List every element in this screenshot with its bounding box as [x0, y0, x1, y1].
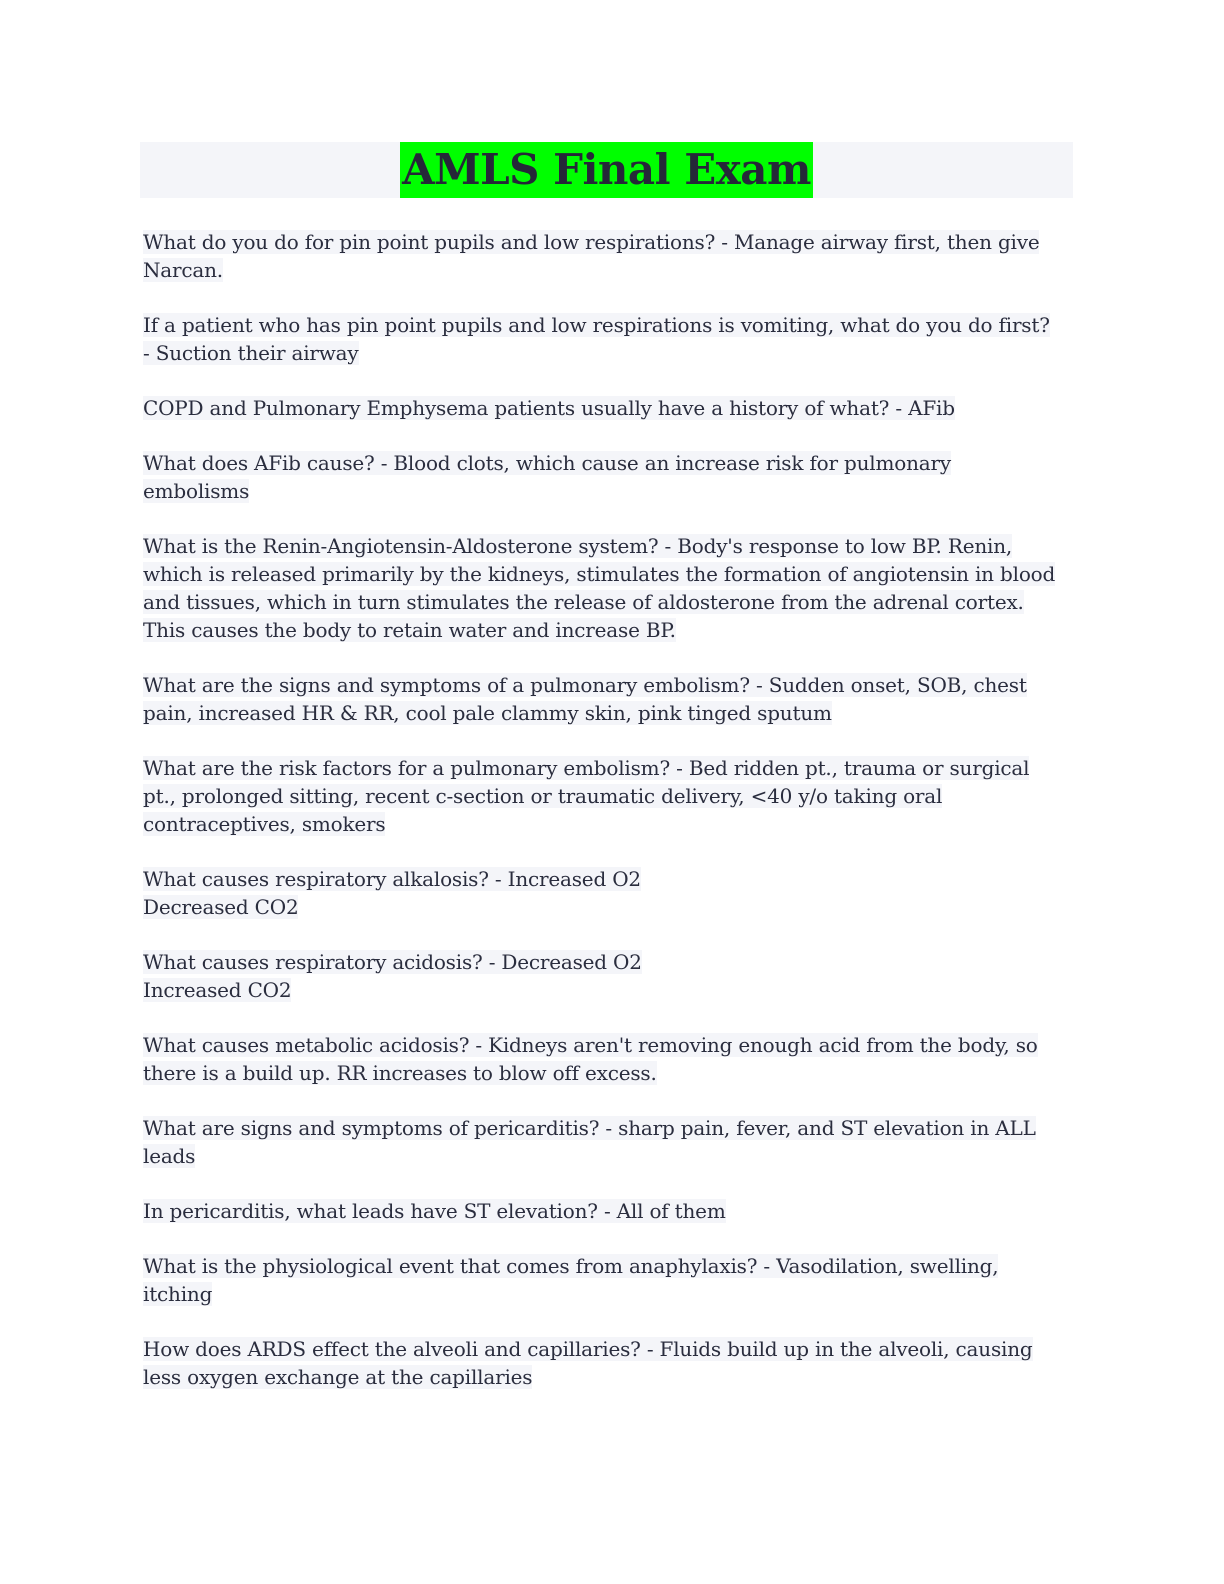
qa-line: What is the physiological event that comes from anaphylaxis? - Vasodilation, swelling,: [143, 1254, 999, 1278]
qa-line: and tissues, which in turn stimulates the release of aldosterone from the adrenal cortex.: [143, 590, 1024, 614]
qa-item: [143, 865, 1073, 921]
qa-line: leads: [143, 1144, 196, 1168]
qa-line: What do you do for pin point pupils and low respirations? - Manage airway first, then give: [143, 230, 1040, 254]
qa-line: What are signs and symptoms of pericarditis? - sharp pain, fever, and ST elevation in ALL: [143, 1116, 1036, 1140]
qa-item: [143, 948, 1073, 1004]
qa-line: embolisms: [143, 479, 250, 503]
qa-line: there is a build up. RR increases to blow off excess.: [143, 1061, 657, 1085]
qa-line: which is released primarily by the kidneys, stimulates the formation of angiotensin in blood: [143, 562, 1056, 586]
document-page: [140, 142, 1073, 1418]
title-band: [140, 142, 1073, 198]
qa-item: [143, 1252, 1073, 1308]
qa-line: What does AFib cause? - Blood clots, which cause an increase risk for pulmonary: [143, 451, 951, 475]
qa-line: In pericarditis, what leads have ST elevation? - All of them: [143, 1199, 726, 1223]
qa-list: [140, 228, 1073, 1391]
qa-item: [143, 1031, 1073, 1087]
qa-line: This causes the body to retain water and increase BP.: [143, 618, 676, 642]
document-title: AMLS Final Exam: [400, 142, 813, 198]
qa-line: If a patient who has pin point pupils and low respirations is vomiting, what do you do first?: [143, 313, 1050, 337]
qa-line: pain, increased HR & RR, cool pale clammy skin, pink tinged sputum: [143, 701, 832, 725]
qa-item: [143, 532, 1073, 644]
qa-line: What is the Renin-Angiotensin-Aldosterone system? - Body's response to low BP. Renin,: [143, 534, 1013, 558]
qa-item: [143, 311, 1073, 367]
qa-line: How does ARDS effect the alveoli and capillaries? - Fluids build up in the alveoli, causing: [143, 1337, 1033, 1361]
qa-item: [143, 754, 1073, 838]
qa-line: pt., prolonged sitting, recent c-section or traumatic delivery, <40 y/o taking oral: [143, 784, 943, 808]
qa-line: COPD and Pulmonary Emphysema patients usually have a history of what? - AFib: [143, 396, 955, 420]
qa-item: [143, 228, 1073, 284]
qa-item: [143, 1197, 1073, 1225]
qa-line: What causes respiratory alkalosis? - Increased O2: [143, 867, 641, 891]
qa-line: What are the risk factors for a pulmonary embolism? - Bed ridden pt., trauma or surgical: [143, 756, 1030, 780]
qa-line: contraceptives, smokers: [143, 812, 386, 836]
qa-line: - Suction their airway: [143, 341, 359, 365]
qa-item: [143, 449, 1073, 505]
qa-line: Decreased CO2: [143, 895, 299, 919]
qa-line: What causes metabolic acidosis? - Kidneys aren't removing enough acid from the body, so: [143, 1033, 1038, 1057]
qa-item: [143, 671, 1073, 727]
qa-line: less oxygen exchange at the capillaries: [143, 1365, 533, 1389]
qa-line: What causes respiratory acidosis? - Decreased O2: [143, 950, 642, 974]
qa-line: itching: [143, 1282, 213, 1306]
qa-item: [143, 1114, 1073, 1170]
qa-item: [143, 1335, 1073, 1391]
qa-line: Increased CO2: [143, 978, 292, 1002]
qa-item: [143, 394, 1073, 422]
qa-line: What are the signs and symptoms of a pulmonary embolism? - Sudden onset, SOB, chest: [143, 673, 1027, 697]
qa-line: Narcan.: [143, 258, 223, 282]
